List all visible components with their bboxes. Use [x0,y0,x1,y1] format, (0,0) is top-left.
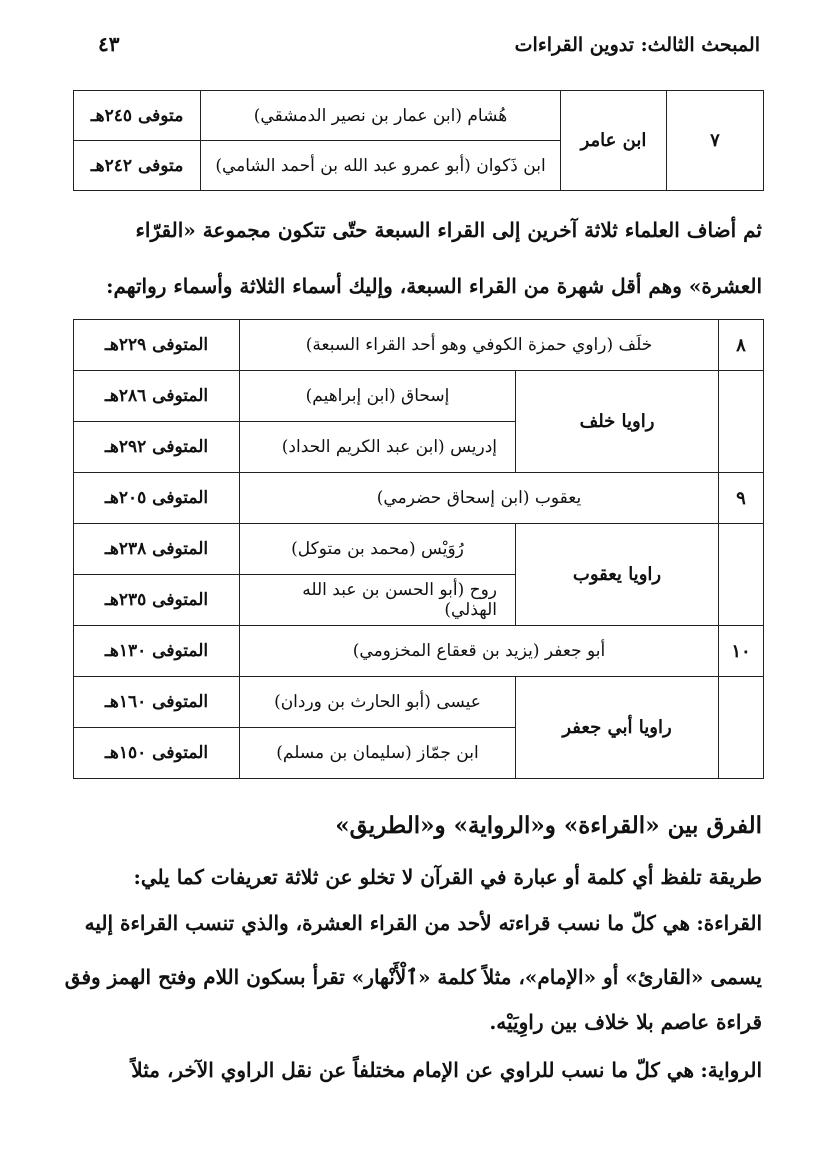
qiraa-term: القراءة: [696,911,762,935]
death-year: المتوفى ٢٩٢هـ [74,422,240,473]
empty-number-cell [719,677,764,779]
reader-number: ٩ [719,473,764,524]
narrators-group-label: راويا أبي جعفر [516,677,719,779]
death-year: المتوفى ١٦٠هـ [74,677,240,728]
reader-name: يعقوب (ابن إسحاق حضرمي) [240,473,719,524]
readers-table-ten [73,319,764,779]
table-row [74,524,764,575]
chapter-title: المبحث الثالث: تدوين القراءات [514,34,760,56]
running-header [70,30,760,64]
narrator-name: عيسى (أبو الحارث بن وردان) [240,677,516,728]
narrators-group-label: راويا خلف [516,371,719,473]
reader-number: ٨ [719,320,764,371]
death-year: المتوفى ٢٨٦هـ [74,371,240,422]
reader-number: ٧ [667,91,764,191]
table-row [74,320,764,371]
intro-line: العشرة» وهم أقل شهرة من القراء السبعة، وإليك أسماء الثلاثة وأسماء رواتهم: [106,274,762,298]
empty-number-cell [719,524,764,626]
narrator-name: رُوَيْس (محمد بن متوكل) [240,524,516,575]
narrator-name: ابن ذَكوان (أبو عمرو عبد الله بن أحمد الشامي) [201,141,561,191]
intro-paragraph [72,202,762,314]
death-year: المتوفى ١٣٠هـ [74,626,240,677]
qiraa-paragraph-line: قراءة عاصم بلا خلاف بين راوِيَيْه. [489,1010,762,1034]
qiraa-paragraph-line: يسمى «القارئ» أو «الإمام»، مثلاً كلمة «ٱلْأَنْهار» تقرأ بسكون اللام وفتح الهمز وفق [64,965,762,989]
section-heading: الفرق بين «القراءة» و«الرواية» و«الطريق» [335,812,762,839]
death-year: المتوفى ٢٠٥هـ [74,473,240,524]
empty-number-cell [719,371,764,473]
riwaya-paragraph-line [72,1055,762,1085]
reader-name: أبو جعفر (يزيد بن قعقاع المخزومي) [240,626,719,677]
table-row [74,626,764,677]
qiraa-paragraph-line [72,908,762,938]
reader-number: ١٠ [719,626,764,677]
table-row [74,371,764,422]
readers-table-ibn-amir [73,90,764,191]
death-year: المتوفى ٢٣٥هـ [74,575,240,626]
death-year: المتوفى ١٥٠هـ [74,728,240,779]
narrator-name: هُشام (ابن عمار بن نصير الدمشقي) [201,91,561,141]
reader-name: خلَف (راوي حمزة الكوفي وهو أحد القراء السبعة) [240,320,719,371]
table-row [74,473,764,524]
death-year: متوفى ٢٤٥هـ [74,91,201,141]
narrator-name: روح (أبو الحسن بن عبد الله الهذلي) [240,575,516,626]
reader-name: ابن عامر [561,91,667,191]
narrators-group-label: راويا يعقوب [516,524,719,626]
intro-line: ثم أضاف العلماء ثلاثة آخرين إلى القراء السبعة حتّى تتكون مجموعة «القرّاء [135,218,762,242]
death-year: متوفى ٢٤٢هـ [74,141,201,191]
table-row [74,91,764,141]
table-row [74,677,764,728]
qiraa-text: هي كلّ ما نسب قراءته لأحد من القراء العشرة، والذي تنسب القراءة إليه [84,911,691,935]
section-intro: طريقة تلفظ أي كلمة أو عبارة في القرآن لا تخلو عن ثلاثة تعريفات كما يلي: [133,865,762,889]
death-year: المتوفى ٢٣٨هـ [74,524,240,575]
riwaya-text: هي كلّ ما نسب للراوي عن الإمام مختلفاً عن نقل الراوي الآخر، مثلاً [131,1058,695,1082]
narrator-name: إسحاق (ابن إبراهيم) [240,371,516,422]
narrator-name: إدريس (ابن عبد الكريم الحداد) [240,422,516,473]
death-year: المتوفى ٢٢٩هـ [74,320,240,371]
page-number: ٤٣ [98,32,120,56]
riwaya-term: الرواية: [700,1058,762,1082]
narrator-name: ابن جمّاز (سليمان بن مسلم) [240,728,516,779]
